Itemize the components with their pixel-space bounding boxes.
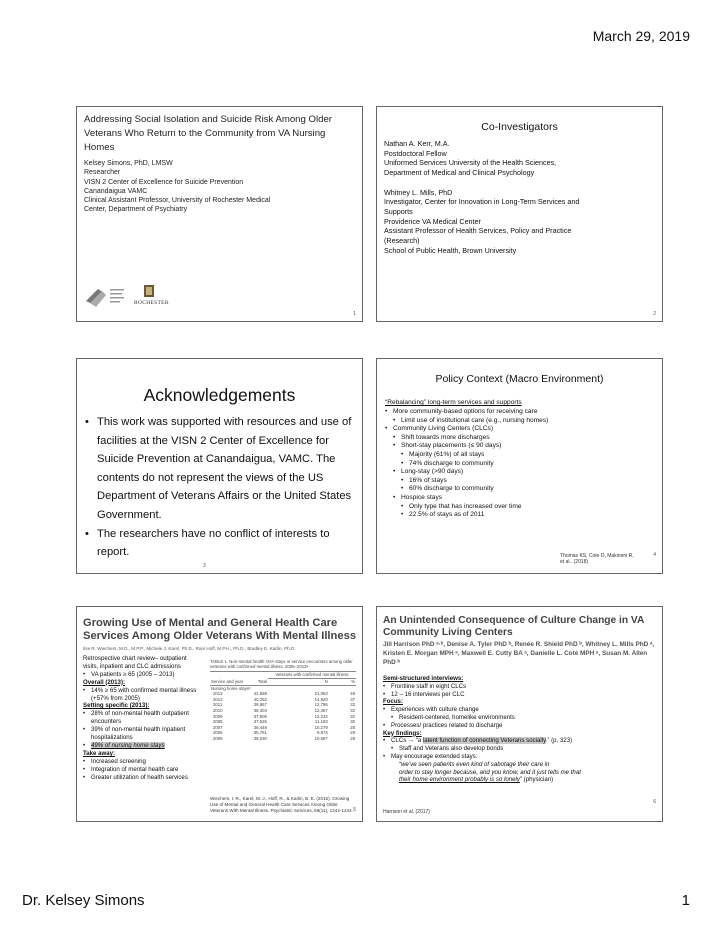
table-cell: 10,687 xyxy=(314,735,328,741)
list-item: • 74% discharge to community xyxy=(385,460,655,469)
intro-line: Retrospective chart review– outpatient xyxy=(83,655,187,662)
table-cell: 2012 xyxy=(213,696,223,702)
table-header: Total xyxy=(257,678,267,684)
list-item: • Long-stay (>90 days) xyxy=(385,468,655,477)
list-item: • Integration of mental health care xyxy=(83,766,209,774)
policy-list xyxy=(385,408,655,520)
list-item: • 60% discharge to community xyxy=(385,485,655,494)
section-heading: Key findings: xyxy=(383,729,422,737)
table-cell: 35,761 xyxy=(253,730,267,736)
list-item: • Frontline staff in eight CLCs xyxy=(383,683,659,691)
info-line: Supports xyxy=(384,206,413,216)
slide-4 xyxy=(376,358,663,574)
table-cell: 42,588 xyxy=(253,691,267,697)
list-item: • 22.5% of stays as of 2011 xyxy=(385,511,655,520)
slide-2 xyxy=(376,106,663,322)
table-header: N xyxy=(324,679,328,684)
table-cell: 2006 xyxy=(213,730,223,736)
quote-line: order to stay longer because, and you know, and it just tells me that xyxy=(399,768,581,776)
article-authors: Ilse R. Wiechers, M.D., M.P.P., Michele J. Karel, Ph.D., Rani Hoff, M.P.H., Ph.D., Bradley E. Karlin, Ph.D. xyxy=(83,646,296,651)
slide-number: 6 xyxy=(653,799,656,805)
table-cell: 32 xyxy=(350,713,355,719)
article-title: An Unintended Consequence of Culture Change in VA Community Living Centers xyxy=(383,615,644,638)
list-item: • The researchers have no conflict of interests to report. xyxy=(85,525,355,562)
list-item: • Greater utilization of health services xyxy=(83,774,209,782)
quote xyxy=(383,761,659,784)
table-cell: 30 xyxy=(350,719,355,725)
slide-title: Policy Context (Macro Environment) xyxy=(435,373,604,385)
table-cell: 37,906 xyxy=(253,713,267,719)
table-cell: 37,526 xyxy=(253,719,267,725)
table-cell: 2007 xyxy=(213,724,223,730)
table-cell: 28 xyxy=(350,730,355,736)
slide-number: 2 xyxy=(653,311,656,317)
list-item: • Hospice stays xyxy=(385,494,655,503)
citation-line: et al.. (2018) xyxy=(560,559,589,565)
list-item-highlighted xyxy=(83,742,209,750)
list-item: • 14% ≥ 65 with confirmed mental illness (+57% from 2005) xyxy=(83,687,209,703)
highlighted-text: latent function of connecting Veterans socially xyxy=(422,737,546,745)
table-caption: TABLE 1. Non-mental health VHA stays or service encounters among older veterans with confirmed mental illness, 2005–2013ᵃ xyxy=(210,659,353,670)
table-cell: 12,367 xyxy=(314,707,328,713)
list-item: • VA patients ≥ 65 (2005 – 2013) xyxy=(83,671,209,679)
section-heading: Take away: xyxy=(83,749,116,757)
table-cell: 36,449 xyxy=(253,724,267,730)
quote-attribution: ” (physician) xyxy=(519,776,554,784)
slide-title: Addressing Social Isolation and Suicide Risk Among Older Veterans Who Return to the Community from VA Nursing Homes xyxy=(84,114,332,153)
table-cell: 2008 xyxy=(213,719,223,725)
info-line: Uniformed Services University of the Health Sciences, xyxy=(384,158,557,168)
footer-presenter: Dr. Kelsey Simons xyxy=(22,892,145,909)
slide-3 xyxy=(76,358,363,574)
summary xyxy=(383,675,659,784)
list-item: • Increased screening xyxy=(83,758,209,766)
table-cell: 38,030 xyxy=(253,735,267,741)
list-item: • Majority (61%) of all stays xyxy=(385,451,655,460)
table-cell: 2013 xyxy=(213,691,223,697)
slide-6 xyxy=(376,606,663,822)
list-item: • Short-stay placements (≤ 90 days) xyxy=(385,442,655,451)
slide-subtitle: “Rebalancing” long-term services and supports xyxy=(385,399,522,406)
list-item: • Limit use of institutional care (e.g., nursing homes) xyxy=(385,417,655,426)
list-item: • Only type that has increased over time xyxy=(385,503,655,512)
table-cell: 40,252 xyxy=(253,696,267,702)
citation: Harrison et al. (2017) xyxy=(383,809,430,815)
citation: Wiechers, I. R., Karel, M. J., Hoff, R., & Karlin, B. E. (2015). Growing Use of Mental and General Health Care Services Among Older Veterans With Mental Illness. Psychiatric Services, 66(11), 1242-1244. xyxy=(210,796,353,813)
logos xyxy=(84,283,204,309)
table-cell: 49 xyxy=(350,691,355,697)
table-cell: 33 xyxy=(350,702,355,708)
quote-text: their home environment probably is so lonely xyxy=(399,776,520,784)
section-heading: Setting specific (2013): xyxy=(83,702,150,710)
list-item: • Processes/ practices related to discharge xyxy=(383,722,659,730)
text: .” (p. 323) xyxy=(545,737,573,745)
quote-line: “we’ve seen patients even kind of sabotage their care in xyxy=(399,760,550,768)
table-cell: 2009 xyxy=(213,713,223,719)
table-cell: 28 xyxy=(350,724,355,730)
table-cell: 2005 xyxy=(213,735,223,741)
list-item: • Experiences with culture change xyxy=(383,706,659,714)
list-item: • More community-based options for receiving care xyxy=(385,408,655,417)
list-item xyxy=(383,737,659,745)
table-cell: 12,222 xyxy=(314,713,328,719)
table-header: Service and year xyxy=(211,678,244,684)
slide-number: 3 xyxy=(203,563,206,569)
table-header: % xyxy=(351,679,355,684)
table-cell: 38,404 xyxy=(253,707,267,713)
article-authors: Jill Harrison PhD ᵃ·ᵇ, Denise A. Tyler PhD ᵇ, Renée R. Shield PhD ᵇ, Whitney L. Mills PhD ᵃ, Kristen E. Morgan MPH ᵃ, Maxwell E. Cutty BA ᵃ, Danielle L. Coté MPH ᵃ, Susan M. Allen PhD ᵇ xyxy=(383,641,655,666)
slide-5 xyxy=(76,606,363,822)
table-cell: 14,820 xyxy=(314,696,328,702)
list-item: • Community Living Centers (CLCs) xyxy=(385,425,655,434)
section-heading: Semi-structured interviews: xyxy=(383,675,464,682)
list-item: • 39% of non-mental health inpatient hospitalizations xyxy=(83,726,209,742)
info-line: (Research) xyxy=(384,236,420,246)
table-cell: 28 xyxy=(350,735,355,741)
citation-line: Thomas KS, Cote D, Makineni R, xyxy=(560,553,634,559)
rochester-logo-text: ROCHESTER xyxy=(134,300,169,306)
info-line: Providence VA Medical Center xyxy=(384,216,481,226)
list-item: • This work was supported with resources and use of facilities at the VISN 2 Center of Excellence for Suicide Prevention at Canandaigua, VAMC. The contents do not represent the views of the US Department of Veterans Affairs or the United States Government. xyxy=(85,413,355,525)
table-section: Nursing home staysᵇ xyxy=(211,685,251,691)
info-line: Assistant Professor of Health Services, Policy and Practice xyxy=(384,226,572,236)
slide-number: 5 xyxy=(353,807,356,813)
info-line: Clinical Assistant Professor, University of Rochester Medical xyxy=(84,197,271,205)
list-item: • Resident-centered, homelike environments xyxy=(383,714,659,722)
info-line: Canandaigua VAMC xyxy=(84,187,148,195)
info-line: Investigator, Center for Innovation in Long-Term Services and xyxy=(384,197,580,207)
list-item: • 16% of stays xyxy=(385,477,655,486)
table-cell: 9,974 xyxy=(316,730,328,736)
slide-number: 4 xyxy=(653,552,656,558)
info-line: VISN 2 Center of Excellence for Suicide Prevention xyxy=(84,178,244,186)
presenter-info xyxy=(84,159,354,215)
info-line: Department of Medical and Clinical Psychology xyxy=(384,168,535,178)
intro-line: visits, inpatient and CLC admissions xyxy=(83,662,181,670)
info-line xyxy=(384,178,658,188)
co-investigator-info xyxy=(384,139,658,255)
list-item: • May encourage extended stays: xyxy=(383,753,659,761)
list-item: • 28% of non-mental health outpatient encounters xyxy=(83,710,209,726)
quote-line xyxy=(399,776,659,784)
footer-page-number: 1 xyxy=(681,892,690,909)
table-cell: 38,867 xyxy=(253,702,267,708)
info-line: Nathan A. Kerr, M.A. xyxy=(384,139,450,148)
section-heading: Overall (2013): xyxy=(83,678,126,686)
data-table xyxy=(210,659,356,742)
slide-number: 1 xyxy=(353,311,356,317)
slide-title: Co-Investigators xyxy=(481,121,558,133)
table-cell: 37 xyxy=(350,696,355,702)
header-date: March 29, 2019 xyxy=(592,28,690,44)
text: CLCs → “a xyxy=(391,737,423,745)
table-cell: 2011 xyxy=(213,702,223,708)
acknowledgement-list xyxy=(85,413,355,562)
info-line: Center, Department of Psychiatry xyxy=(84,206,188,214)
table-cell: 21,063 xyxy=(314,691,328,697)
slide-title: Acknowledgements xyxy=(143,385,296,405)
list-item: • 12 – 16 interviews per CLC xyxy=(383,691,659,699)
citation xyxy=(560,553,634,565)
highlighted-text: 49% of nursing home stays xyxy=(91,741,165,749)
info-line: Whitney L. Mills, PhD xyxy=(384,187,453,197)
table-row xyxy=(210,736,356,742)
list-item: • Shift towards more discharges xyxy=(385,434,655,443)
table-group-header: Veterans with confirmed mental illness xyxy=(268,672,356,679)
info-line: Kelsey Simons, PhD, LMSW xyxy=(84,160,173,167)
table-cell: 12,786 xyxy=(314,702,328,708)
summary xyxy=(83,655,209,782)
slide-1 xyxy=(76,106,363,322)
list-item: • Staff and Veterans also develop bonds xyxy=(383,745,659,753)
info-line: School of Public Health, Brown University xyxy=(384,245,517,255)
table-cell: 2010 xyxy=(213,707,223,713)
article-title: Growing Use of Mental and General Health Care Services Among Older Veterans With Mental Illness xyxy=(83,617,357,642)
table-cell: 11,183 xyxy=(314,719,328,725)
info-line: Postdoctoral Fellow xyxy=(384,148,447,158)
info-line: Researcher xyxy=(84,169,121,177)
table-cell: 10,279 xyxy=(314,724,328,730)
section-heading: Focus: xyxy=(383,698,403,706)
table-cell: 32 xyxy=(350,707,355,713)
